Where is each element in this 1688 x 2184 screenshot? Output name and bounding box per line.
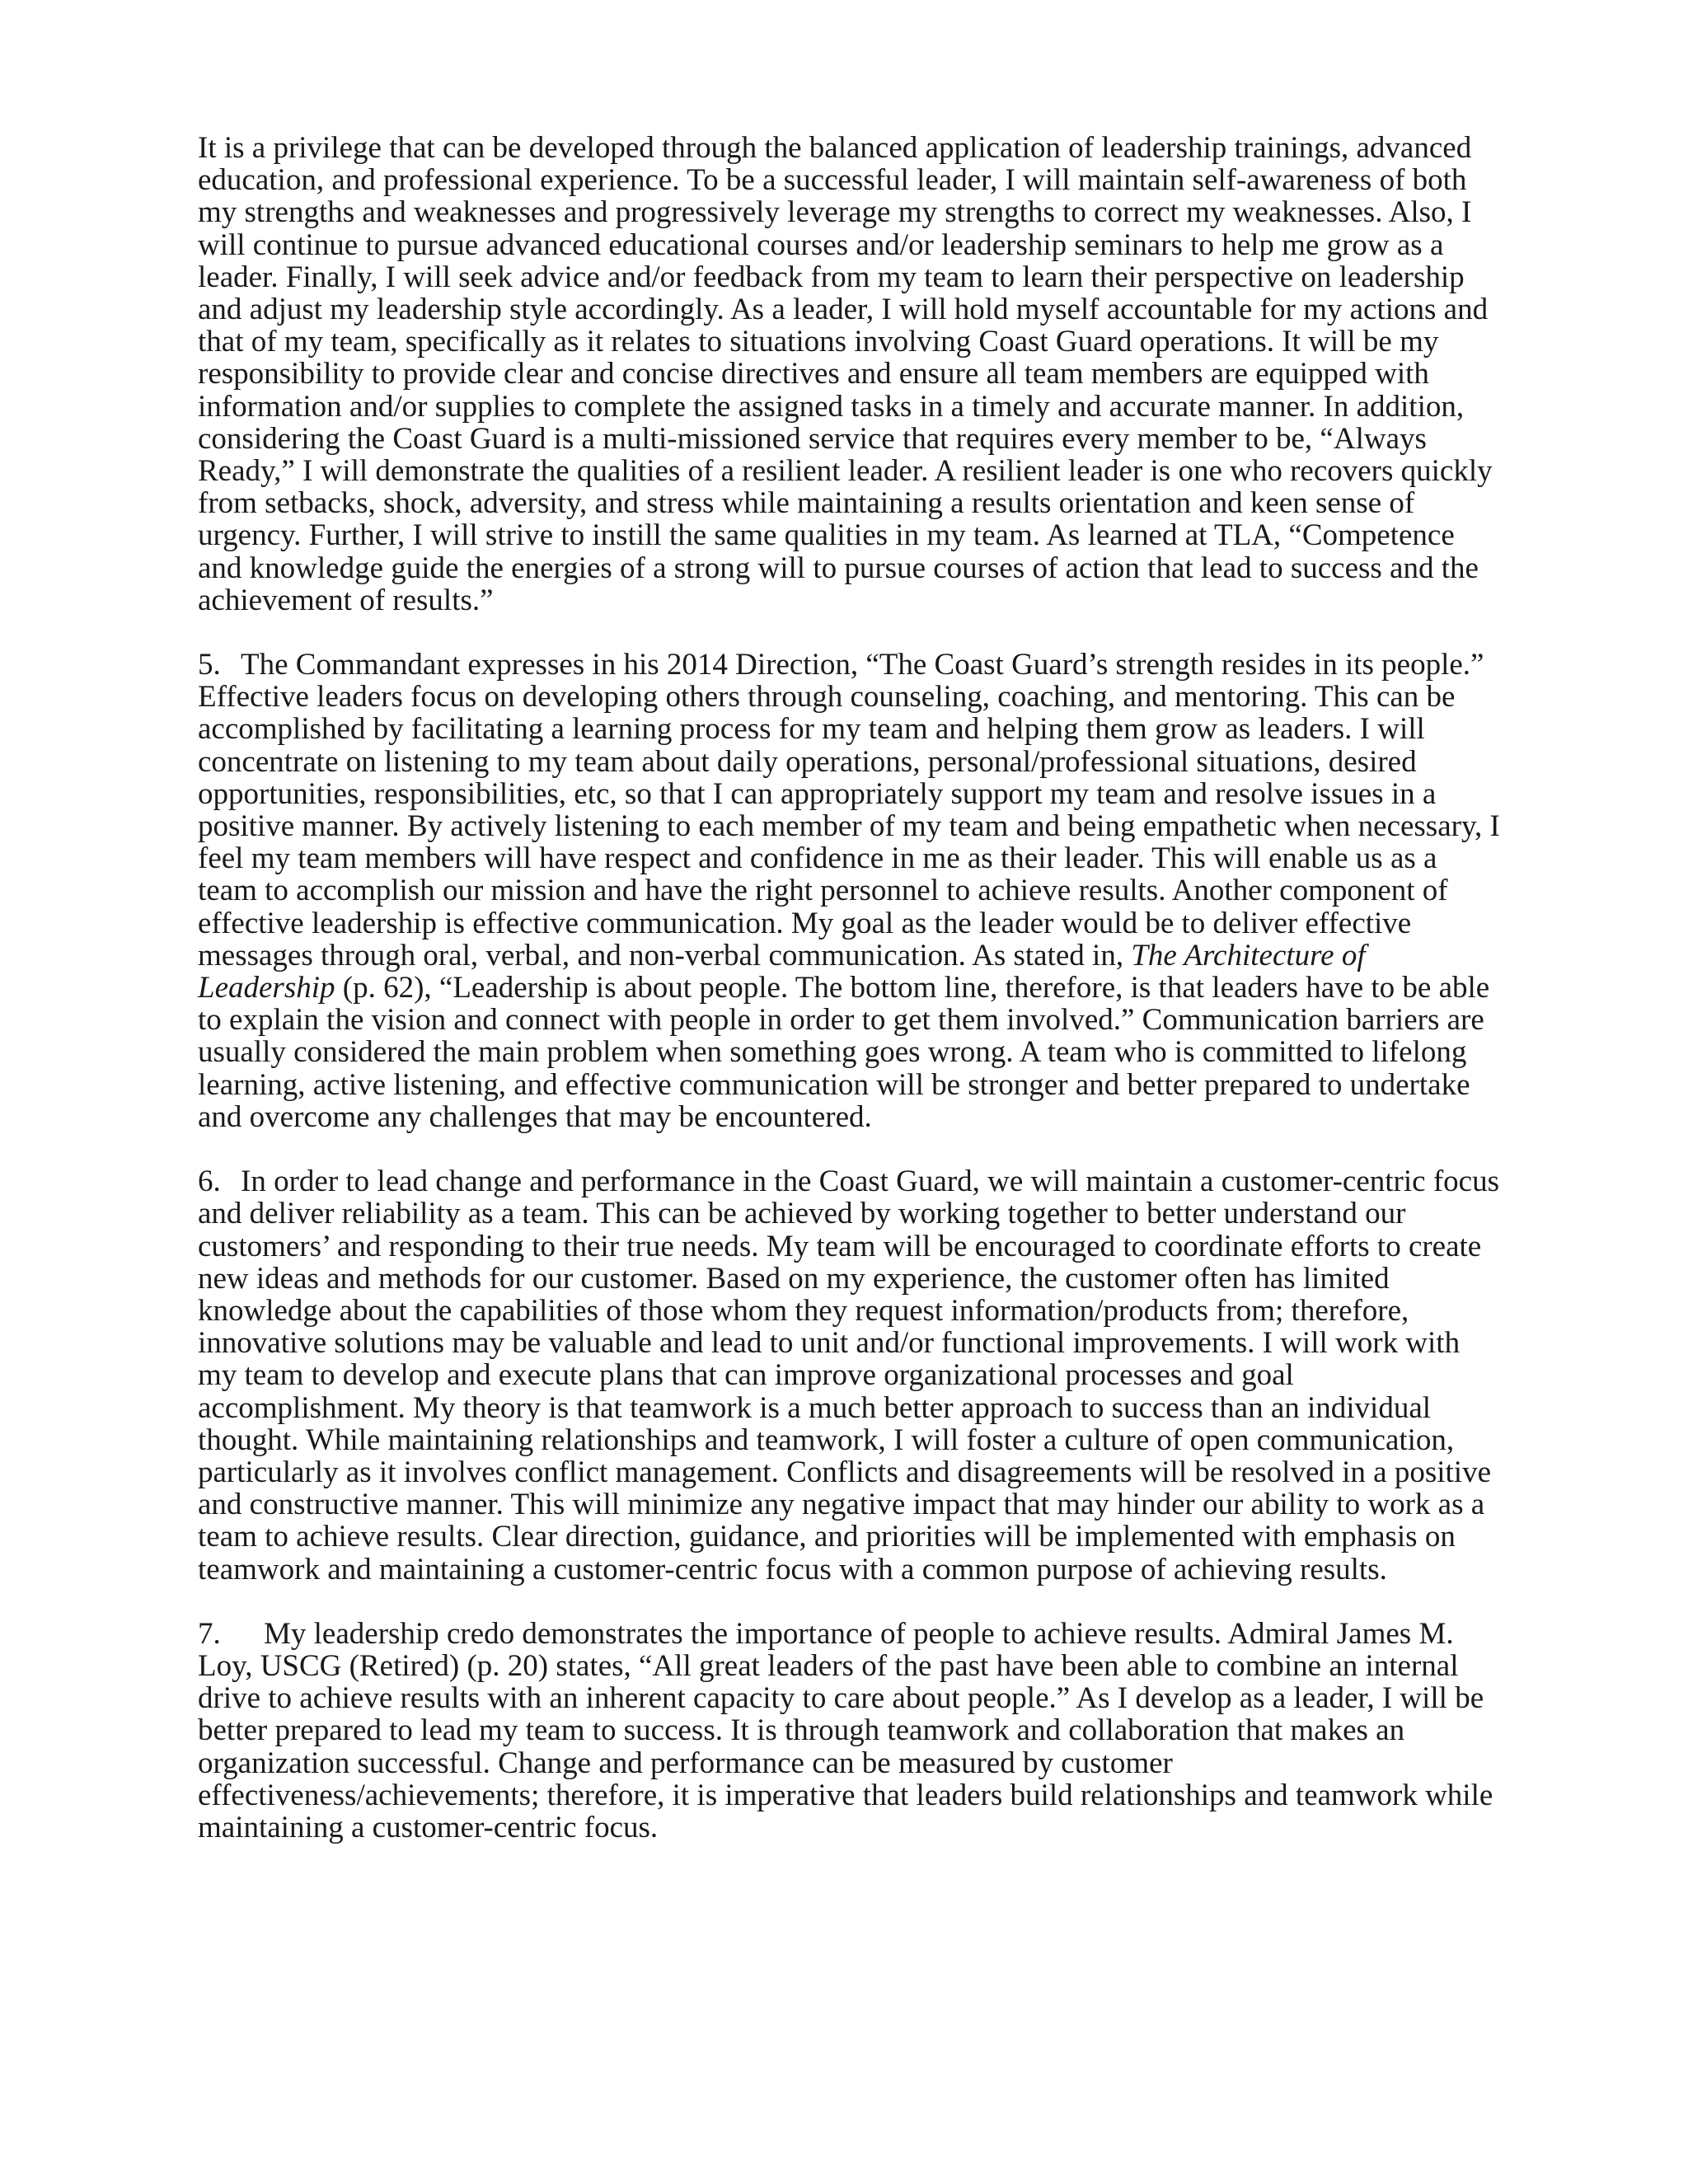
paragraph-continuation (198, 132, 1500, 616)
paragraph-5 (198, 649, 1500, 1133)
paragraph-7 (198, 1618, 1500, 1844)
paragraph-6 (198, 1165, 1500, 1586)
document-page (198, 132, 1500, 1876)
book-title: The Architecture of Leadership (198, 938, 1366, 1005)
paragraph-text: My leadership credo demonstrates the importance of people to achieve results. Admiral James M. Loy, USCG (Retired) (p. 20) states, “All great leaders of the past have been able to combine an internal drive to achieve results with an inherent capacity to care about people.” As I develop as a leader, I will be better prepared to lead my team to success. It is through teamwork and collaboration that makes an organization successful. Change and performance can be measured by customer effectiveness/achievements; therefore, it is imperative that leaders build relationships and teamwork while maintaining a customer-centric focus. (198, 1616, 1493, 1844)
paragraph-number: 5. (198, 648, 221, 682)
paragraph-text: The Commandant expresses in his 2014 Direction, “The Coast Guard’s strength resides in its people.” Effective leaders focus on developing others through counseling, coaching, and mentoring. This can be accomplished by facilitating a learning process for my team and helping them grow as leaders. I will concentrate on listening to my team about daily operations, personal/professional situations, desired opportunities, responsibilities, etc, so that I can appropriately support my team and resolve issues in a positive manner. By actively listening to each member of my team and being empathetic when necessary, I feel my team members will have respect and confidence in me as their leader. This will enable us as a team to accomplish our mission and have the right personnel to achieve results. Another component of effective leadership is effective communication. My goal as the leader would be to deliver effective messages through oral, verbal, and non-verbal communication. As stated in, (198, 648, 1500, 972)
paragraph-number: 6. (198, 1165, 221, 1199)
paragraph-text: It is a privilege that can be developed through the balanced application of leadership trainings, advanced education, and professional experience. To be a successful leader, I will maintain self-awareness of both my strengths and weaknesses and progressively leverage my strengths to correct my weaknesses. Also, I will continue to pursue advanced educational courses and/or leadership seminars to help me grow as a leader. Finally, I will seek advice and/or feedback from my team to learn their perspective on leadership and adjust my leadership style accordingly. As a leader, I will hold myself accountable for my actions and that of my team, specifically as it relates to situations involving Coast Guard operations. It will be my responsibility to provide clear and concise directives and ensure all team members are equipped with information and/or supplies to complete the assigned tasks in a timely and accurate manner. In addition, considering the Coast Guard is a multi-missioned service that requires every member to be, “Always Ready,” I will demonstrate the qualities of a resilient leader. A resilient leader is one who recovers quickly from setbacks, shock, adversity, and stress while maintaining a results orientation and keen sense of urgency. Further, I will strive to instill the same qualities in my team. As learned at TLA, “Competence and knowledge guide the energies of a strong will to pursue courses of action that lead to success and the achievement of results.” (198, 131, 1493, 617)
paragraph-number: 7. (198, 1616, 221, 1651)
paragraph-text: In order to lead change and performance in the Coast Guard, we will maintain a customer-centric focus and deliver reliability as a team. This can be achieved by working together to better understand our customers’ and responding to their true needs. My team will be encouraged to coordinate efforts to create new ideas and methods for our customer. Based on my experience, the customer often has limited knowledge about the capabilities of those whom they request information/products from; therefore, innovative solutions may be valuable and lead to unit and/or functional improvements. I will work with my team to develop and execute plans that can improve organizational processes and goal accomplishment. My theory is that teamwork is a much better approach to success than an individual thought. While maintaining relationships and teamwork, I will foster a culture of open communication, particularly as it involves conflict management. Conflicts and disagreements will be resolved in a positive and constructive manner. This will minimize any negative impact that may hinder our ability to work as a team to achieve results. Clear direction, guidance, and priorities will be implemented with emphasis on teamwork and maintaining a customer-centric focus with a common purpose of achieving results. (198, 1165, 1499, 1586)
paragraph-text: (p. 62), “Leadership is about people. The bottom line, therefore, is that leaders have to be able to explain the vision and connect with people in order to get them involved.” Communication barriers are usually considered the main problem when something goes wrong. A team who is committed to lifelong learning, active listening, and effective communication will be stronger and better prepared to undertake and overcome any challenges that may be encountered. (198, 971, 1490, 1134)
